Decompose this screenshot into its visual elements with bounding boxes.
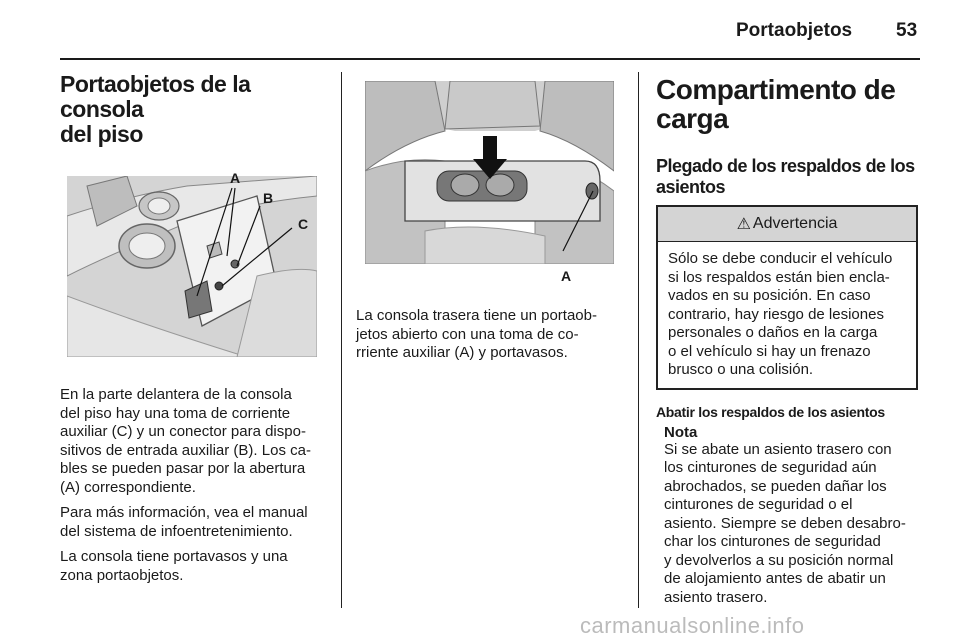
text-line: asiento. Siempre se deben desabro- (664, 514, 906, 532)
section-title-line: carga (656, 103, 729, 134)
text-line: Para más información, vea el manual (60, 504, 308, 521)
page-number: 53 (896, 20, 918, 41)
section-title-line: Compartimento de (656, 74, 896, 105)
header-rule (60, 58, 920, 60)
header-title: Portaobjetos (736, 20, 853, 41)
text-line: rriente auxiliar (A) y portavasos. (356, 344, 568, 361)
column-cargo (656, 72, 922, 607)
column-rear-console (356, 72, 618, 363)
text-line: los cinturones de seguridad aún (664, 459, 877, 476)
text-line: brusco o una colisión. (668, 361, 814, 378)
rear-console-illustration (365, 81, 614, 284)
floor-console-drawing (67, 176, 317, 357)
text-line: del piso hay una toma de corriente (60, 404, 291, 422)
section-title-line: Portaobjetos de la consola (60, 71, 251, 122)
rear-console-caption (356, 307, 618, 363)
text-line: vados en su posición. En caso (668, 287, 871, 304)
text-line: (A) correspondiente. (60, 478, 196, 496)
subsection-title-folding (656, 156, 922, 198)
watermark: carmanualsonline.info (580, 613, 805, 638)
text-line: contrario, hay riesgo de lesiones (668, 305, 884, 323)
rear-console-drawing (365, 81, 614, 264)
note-label: Nota (664, 423, 698, 441)
subsection-title-line: Plegado de los respaldos de los (656, 156, 915, 176)
text-line: char los cinturones de seguridad (664, 533, 881, 550)
warning-box (656, 205, 918, 390)
text-line: abrochados, se pueden dañar los (664, 477, 887, 495)
text-line: asiento trasero. (664, 588, 768, 606)
text-line: La consola trasera tiene un portaob- (356, 307, 597, 324)
figure-label-b: B (263, 190, 274, 206)
text-line: bles se pueden pasar por la abertura (60, 460, 306, 477)
figure-label-a: A (561, 268, 572, 284)
warning-header (658, 207, 916, 242)
section-title-line: del piso (60, 121, 143, 147)
page-header (0, 0, 960, 62)
procedure-heading: Abatir los respaldos de los asientos (656, 403, 885, 420)
text-line: jetos abierto con una toma de co- (356, 325, 579, 343)
text-line: Si se abate un asiento trasero con (664, 440, 892, 458)
warning-body (658, 242, 916, 388)
text-line: personales o daños en la carga (668, 324, 878, 341)
text-line: si los respaldos están bien encla- (668, 268, 890, 286)
subsection-title-line: asientos (656, 177, 726, 197)
figure-label-c: C (298, 216, 309, 232)
text-line: de alojamiento antes de abatir un (664, 570, 886, 587)
text-line: La consola tiene portavasos y una (60, 548, 288, 565)
column-divider-1 (341, 72, 342, 608)
warning-title: Advertencia (752, 215, 838, 232)
warning-triangle-icon: ⚠ (736, 216, 751, 233)
text-line: cinturones de seguridad o el (664, 496, 853, 513)
text-line: y devolverlos a su posición normal (664, 551, 894, 569)
text-line: zona portaobjetos. (60, 566, 184, 584)
paragraph-aux-outlet (60, 386, 326, 497)
section-title-cargo (656, 75, 922, 133)
note-block (656, 424, 922, 608)
column-divider-2 (638, 72, 639, 608)
paragraph-cupholders (60, 548, 326, 585)
note-body (664, 441, 922, 608)
text-line: o el vehículo si hay un frenazo (668, 342, 871, 360)
section-title-floor-console (60, 72, 326, 147)
paragraph-infotainment (60, 504, 326, 541)
column-floor-console (60, 72, 326, 585)
floor-console-illustration (67, 170, 317, 357)
text-line: sitivos de entrada auxiliar (B). Los ca- (60, 441, 311, 459)
text-line: En la parte delantera de la consola (60, 386, 292, 403)
text-line: del sistema de infoentretenimiento. (60, 522, 293, 540)
figure-label-a: A (230, 170, 241, 186)
text-line: auxiliar (C) y un conector para dispo- (60, 423, 306, 440)
text-line: Sólo se debe conducir el vehículo (668, 250, 893, 267)
